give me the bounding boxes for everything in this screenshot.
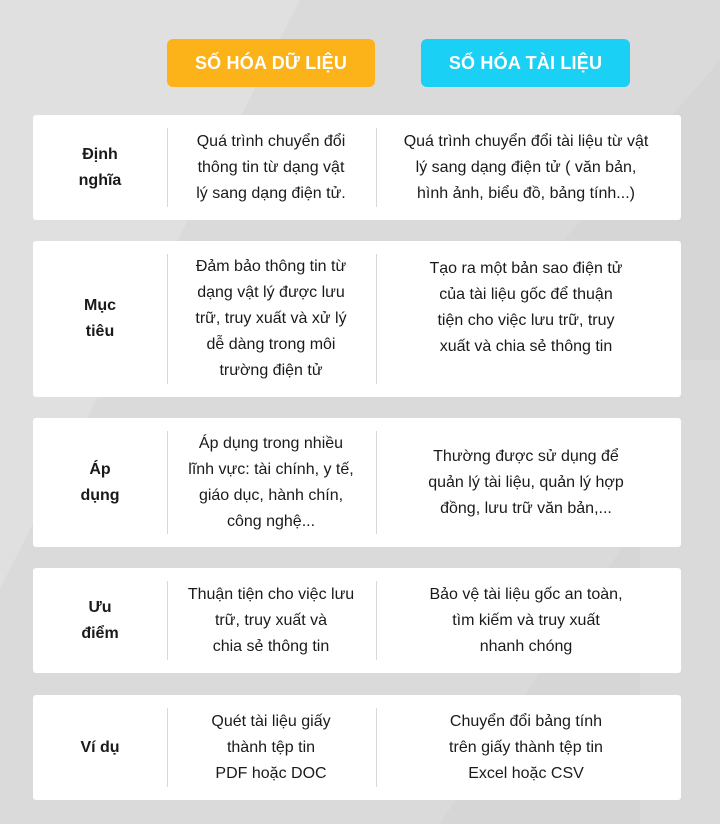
document-digitization-cell: Tạo ra một bản sao điện tử của tài liệu gốc để thuận tiện cho việc lưu trữ, truy xuất và chia sẻ thông tin	[429, 260, 623, 355]
column-divider	[376, 254, 377, 384]
column-divider	[376, 128, 377, 207]
document-digitization-cell: Chuyển đổi bảng tính trên giấy thành tệp tin Excel hoặc CSV	[449, 712, 603, 782]
comparison-row-purpose	[33, 241, 681, 397]
data-digitization-cell: Áp dụng trong nhiều lĩnh vực: tài chính, y tế, giáo dục, hành chín, công nghệ...	[188, 434, 354, 530]
comparison-row-examples	[33, 695, 681, 800]
column-divider	[376, 431, 377, 534]
column-divider	[376, 708, 377, 787]
column-divider	[376, 581, 377, 660]
data-digitization-cell: Đảm bảo thông tin từ dạng vật lý được lưu trữ, truy xuất và xử lý dễ dàng trong môi trường điện tử	[195, 258, 347, 379]
data-digitization-cell: Quét tài liệu giấy thành tệp tin PDF hoặc DOC	[211, 712, 331, 782]
column-divider	[167, 431, 168, 534]
comparison-row-advantages	[33, 568, 681, 673]
column-divider	[167, 254, 168, 384]
row-label: Áp dụng	[80, 460, 120, 504]
row-label: Định nghĩa	[78, 145, 122, 189]
column-divider	[167, 581, 168, 660]
document-digitization-cell: Thường được sử dụng để quản lý tài liệu, quản lý hợp đồng, lưu trữ văn bản,...	[428, 447, 624, 517]
header-document-digitization: SỐ HÓA TÀI LIỆU	[421, 39, 630, 87]
header-data-digitization: SỐ HÓA DỮ LIỆU	[167, 39, 375, 87]
document-digitization-cell: Quá trình chuyển đổi tài liệu từ vật lý sang dạng điện tử ( văn bản, hình ảnh, biểu đồ, bảng tính...)	[403, 132, 649, 202]
column-divider	[167, 128, 168, 207]
comparison-row-definition	[33, 115, 681, 220]
data-digitization-cell: Quá trình chuyển đổi thông tin từ dạng vật lý sang dạng điện tử.	[196, 132, 346, 202]
document-digitization-cell: Bảo vệ tài liệu gốc an toàn, tìm kiếm và truy xuất nhanh chóng	[429, 585, 623, 655]
row-label: Ví dụ	[80, 738, 120, 756]
column-divider	[167, 708, 168, 787]
data-digitization-cell: Thuận tiện cho việc lưu trữ, truy xuất và chia sẻ thông tin	[187, 585, 355, 655]
row-label: Ưu điểm	[81, 598, 119, 642]
comparison-row-application	[33, 418, 681, 547]
row-label: Mục tiêu	[84, 297, 116, 340]
